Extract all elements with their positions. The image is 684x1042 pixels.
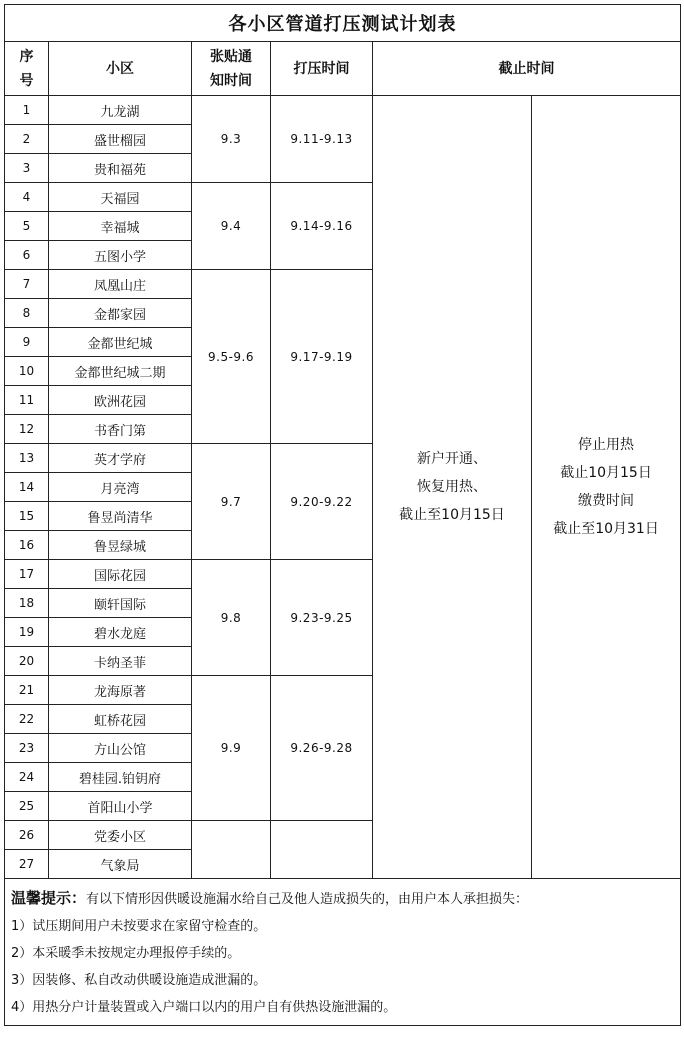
community-name: 虹桥花园 <box>49 705 192 734</box>
community-name: 气象局 <box>49 850 192 879</box>
community-name: 鲁昱尚清华 <box>49 502 192 531</box>
warm-tips <box>5 879 681 1026</box>
header-test-time: 打压时间 <box>271 42 373 96</box>
community-name: 碧桂园.铂钥府 <box>49 763 192 792</box>
notice-time: 9.5-9.6 <box>192 270 271 444</box>
community-name: 党委小区 <box>49 821 192 850</box>
community-name: 龙海原著 <box>49 676 192 705</box>
row-number: 7 <box>5 270 49 299</box>
community-name: 幸福城 <box>49 212 192 241</box>
schedule-table <box>4 4 681 1026</box>
row-number: 22 <box>5 705 49 734</box>
row-number: 24 <box>5 763 49 792</box>
row-number: 25 <box>5 792 49 821</box>
community-name: 鲁昱绿城 <box>49 531 192 560</box>
test-time-empty <box>271 821 373 879</box>
row-number: 9 <box>5 328 49 357</box>
row-number: 10 <box>5 357 49 386</box>
row-number: 13 <box>5 444 49 473</box>
deadline-line: 停止用热 <box>578 437 635 453</box>
test-time: 9.14-9.16 <box>271 183 373 270</box>
test-time: 9.11-9.13 <box>271 96 373 183</box>
table-row <box>5 96 681 125</box>
test-time: 9.20-9.22 <box>271 444 373 560</box>
test-time: 9.26-9.28 <box>271 676 373 821</box>
row-number: 12 <box>5 415 49 444</box>
notes-row <box>5 879 681 1026</box>
community-name: 天福园 <box>49 183 192 212</box>
tips-item: 4）用热分户计量装置或入户端口以内的用户自有供热设施泄漏的。 <box>11 1000 397 1015</box>
deadline-line: 新户开通、 <box>417 451 487 467</box>
community-name: 金都世纪城 <box>49 328 192 357</box>
community-name: 国际花园 <box>49 560 192 589</box>
community-name: 盛世榴园 <box>49 125 192 154</box>
community-name: 卡纳圣菲 <box>49 647 192 676</box>
row-number: 16 <box>5 531 49 560</box>
row-number: 18 <box>5 589 49 618</box>
deadline-line: 截止10月15日 <box>560 465 652 481</box>
test-time: 9.17-9.19 <box>271 270 373 444</box>
deadline-line: 缴费时间 <box>578 493 635 509</box>
tips-intro-text: 有以下情形因供暖设施漏水给自己及他人造成损失的，由用户本人承担损失： <box>86 892 529 907</box>
notice-time: 9.4 <box>192 183 271 270</box>
community-name: 欧洲花园 <box>49 386 192 415</box>
community-name: 碧水龙庭 <box>49 618 192 647</box>
row-number: 4 <box>5 183 49 212</box>
tips-item: 3）因装修、私自改动供暖设施造成泄漏的。 <box>11 973 267 988</box>
row-number: 11 <box>5 386 49 415</box>
notice-time: 9.8 <box>192 560 271 676</box>
community-name: 英才学府 <box>49 444 192 473</box>
header-deadline: 截止时间 <box>373 42 681 96</box>
row-number: 20 <box>5 647 49 676</box>
deadline-new-user <box>373 96 532 879</box>
tips-intro <box>11 885 674 913</box>
row-number: 1 <box>5 96 49 125</box>
community-name: 书香门第 <box>49 415 192 444</box>
notice-time: 9.7 <box>192 444 271 560</box>
deadline-line: 截止至10月15日 <box>399 507 505 523</box>
row-number: 15 <box>5 502 49 531</box>
notice-time: 9.9 <box>192 676 271 821</box>
deadline-line: 截止至10月31日 <box>553 521 659 537</box>
row-number: 2 <box>5 125 49 154</box>
header-notice-time: 张贴通 知时间 <box>192 42 271 96</box>
notice-time-empty <box>192 821 271 879</box>
row-number: 17 <box>5 560 49 589</box>
community-name: 首阳山小学 <box>49 792 192 821</box>
row-number: 23 <box>5 734 49 763</box>
community-name: 凤凰山庄 <box>49 270 192 299</box>
deadline-stop-heating <box>532 96 681 879</box>
community-name: 颐轩国际 <box>49 589 192 618</box>
header-community: 小区 <box>49 42 192 96</box>
test-time: 9.23-9.25 <box>271 560 373 676</box>
community-name: 九龙湖 <box>49 96 192 125</box>
community-name: 贵和福苑 <box>49 154 192 183</box>
community-name: 金都家园 <box>49 299 192 328</box>
tips-item: 2）本采暖季未按规定办理报停手续的。 <box>11 946 241 961</box>
community-name: 方山公馆 <box>49 734 192 763</box>
row-number: 27 <box>5 850 49 879</box>
row-number: 8 <box>5 299 49 328</box>
row-number: 6 <box>5 241 49 270</box>
header-seq: 序 号 <box>5 42 49 96</box>
row-number: 21 <box>5 676 49 705</box>
header-row <box>5 42 681 96</box>
row-number: 14 <box>5 473 49 502</box>
community-name: 金都世纪城二期 <box>49 357 192 386</box>
tips-item: 1）试压期间用户未按要求在家留守检查的。 <box>11 919 267 934</box>
table-title: 各小区管道打压测试计划表 <box>5 5 681 42</box>
notice-time: 9.3 <box>192 96 271 183</box>
deadline-line: 恢复用热、 <box>417 479 487 495</box>
schedule-document <box>4 4 680 1026</box>
row-number: 3 <box>5 154 49 183</box>
community-name: 月亮湾 <box>49 473 192 502</box>
tips-label: 温馨提示： <box>11 889 87 907</box>
row-number: 19 <box>5 618 49 647</box>
row-number: 26 <box>5 821 49 850</box>
community-name: 五图小学 <box>49 241 192 270</box>
row-number: 5 <box>5 212 49 241</box>
